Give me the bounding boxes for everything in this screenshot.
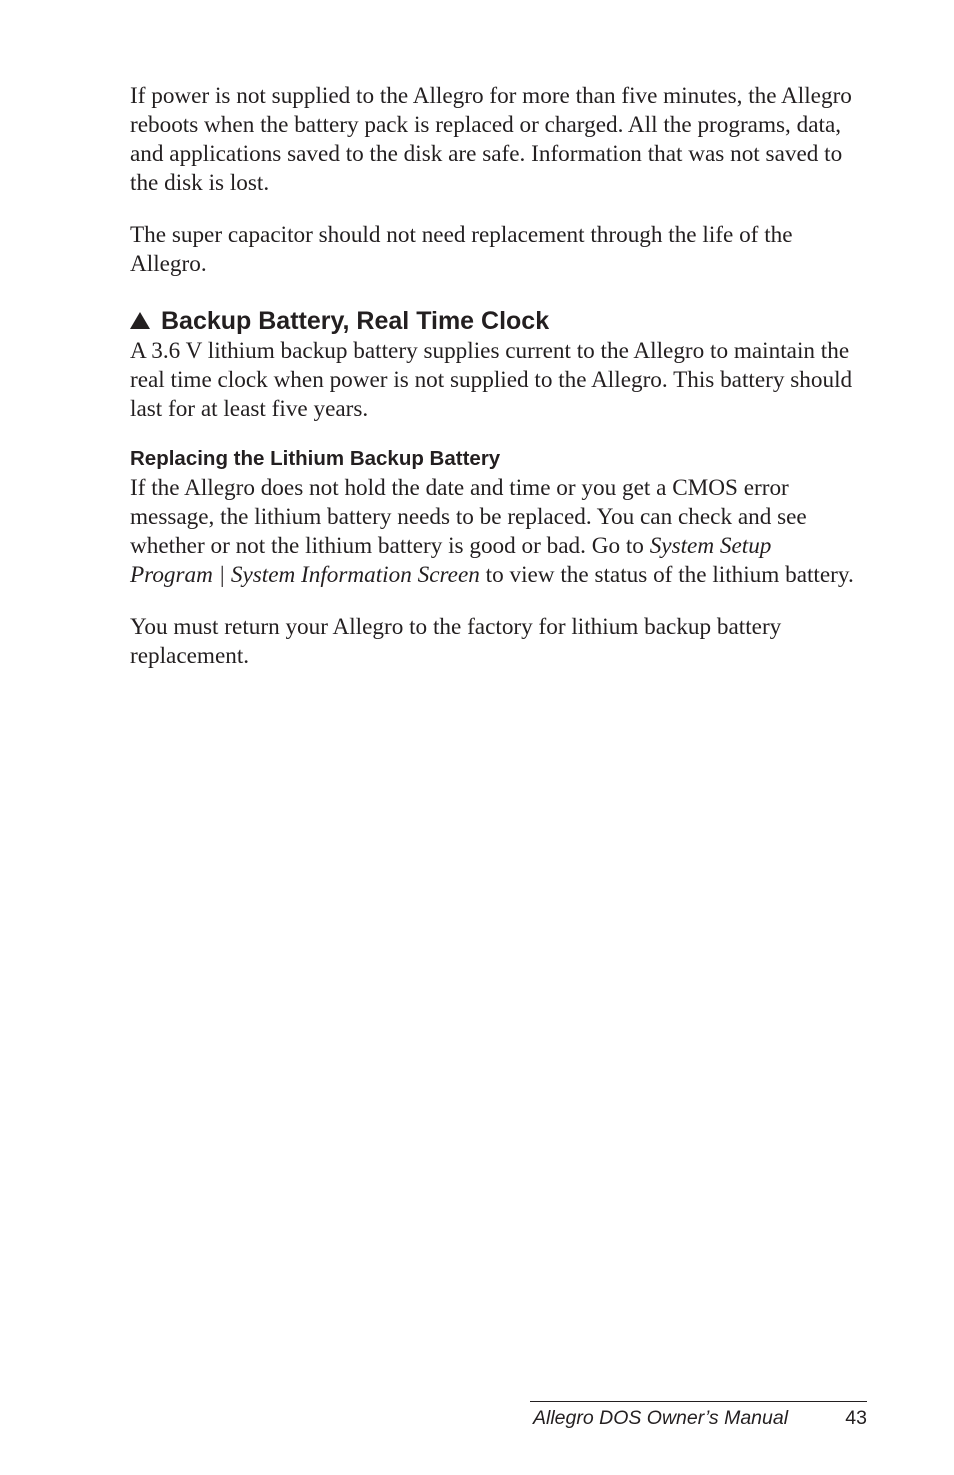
- replace-text-suffix: to view the status of the lithium battery.: [479, 562, 854, 588]
- subsection-paragraph-replace: [130, 474, 858, 590]
- replace-text-prefix: If the Allegro does not hold the date and time or you get a CMOS error message, the lithium battery needs to be replaced. You can check and see whether or not the lithium battery is good or bad. Go to: [130, 475, 807, 559]
- menu-path-reference: System Setup Program | System Information Screen: [130, 533, 772, 588]
- section-heading-text: Backup Battery, Real Time Clock: [161, 307, 550, 335]
- footer-page-number: 43: [845, 1407, 867, 1429]
- footer-divider: [530, 1401, 867, 1402]
- page-footer: [530, 1406, 867, 1430]
- page-content: [130, 82, 858, 671]
- subsection-heading: Replacing the Lithium Backup Battery: [130, 447, 501, 470]
- body-paragraph-super-capacitor: The super capacitor should not need replacement through the life of the Allegro.: [130, 222, 793, 277]
- body-paragraph-power-loss: If power is not supplied to the Allegro for more than five minutes, the Allegro reboots when the battery pack is replaced or charged. All the programs, data, and applications saved to the disk are safe. Information that was not saved to the disk is lost.: [130, 83, 852, 196]
- section-intro-paragraph: A 3.6 V lithium backup battery supplies current to the Allegro to maintain the real time clock when power is not supplied to the Allegro. This battery should last for at least five years.: [130, 338, 853, 422]
- section-heading: [130, 305, 858, 337]
- subsection-paragraph-return: You must return your Allegro to the factory for lithium backup battery replacement.: [130, 614, 782, 669]
- triangle-bullet-icon: [130, 312, 150, 329]
- footer-manual-title: Allegro DOS Owner’s Manual: [533, 1407, 789, 1429]
